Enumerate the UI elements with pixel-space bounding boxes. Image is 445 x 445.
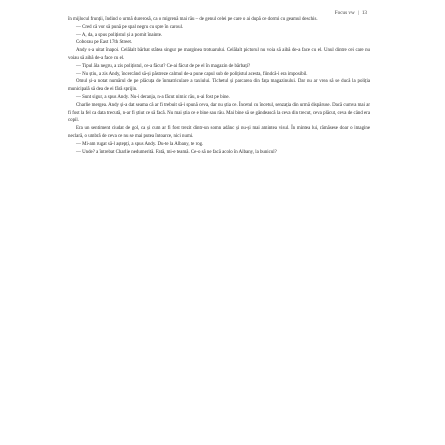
body-text <box>68 16 370 156</box>
paragraph: — Cred că vor să pună pe spal negru cu spre în caroul. <box>76 24 184 30</box>
paragraph: — Sunt sigur, a spus Andy. Nu-i deranja, n-a făcut nimic rău, n-ai fost pe bine. <box>76 94 230 100</box>
paragraph: Era un sentiment ciudat de gol, ca și cum ar fi fost trezit dintr-un somn adânc și nu-și mai amintea visul. În mintea lui, rămăsese doar o imagine neclară, o umbră de ceva ce nu se mai putea întoarce, nici numi. <box>68 126 370 139</box>
running-title: Focus vw <box>334 10 355 16</box>
paragraph: Coborau pe East 17th Street. <box>76 40 133 46</box>
paragraph: — Nu știu, a zis Andy, încercând să-și păstreze calmul de-a pune capul sub de polițistul acesta, fiindcă-i era imposibil. <box>76 71 308 77</box>
paragraph: Charlie mergea. Andy și-a dat seama că ar fi trebuit să-i spună ceva, dar nu știa ce. Încetul cu încetul, senzația din urmă dispăruse. Dacă cumva mai ar fi fost la fel ca data trecută, n-ar fi știut ce să facă. Nu mai știa ce e bine sau rău. Mai bine să se gândească la ceva din trecut, ceva plăcut, ceva de când era copil. <box>68 102 370 124</box>
paragraph: — Tipul ăla negru, a zis polițistul, ce-a făcut? Ce-ai făcut de pe el în magazin de bărbați? <box>76 63 251 69</box>
paragraph: — Mi-am rugat să-l aștepți, a spus Andy. Du-te la Albany, te rog. <box>76 141 204 147</box>
header-separator: | <box>357 10 359 16</box>
paragraph: Omul și-a notat numărul de pe plăcuța de înmatriculare a taxiului. Tichetul și parcarea din fața magazinului. Dar nu ar vrea să se ducă la poliția municipală să dea de ei fără sprijin. <box>68 79 370 93</box>
paragraph: în mijlocul frunții, îndind o urmă durerosă, ca o migrenă mai rău – de genul celei pe care o ai după ce dormi cu geamul deschis. <box>68 17 318 22</box>
paragraph: Andy s-a uitat înapoi. Celălalt bărbat stătea singur pe marginea trotuarului. Celălalt pictorul nu voia să aibă de-a face cu el. Unul dintre cei care nu voiau să aibă de-a face cu el. <box>68 48 370 61</box>
page-number: 13 <box>361 10 367 16</box>
paragraph: — A, da, a spus polițistul și a pornit înainte. <box>76 32 163 38</box>
paragraph: — Unde? a întrebat Charlie nedumerită. Fată, mi-e teamă. Ce-o să ne facă acolo în Albany, la bunicul? <box>76 149 277 155</box>
